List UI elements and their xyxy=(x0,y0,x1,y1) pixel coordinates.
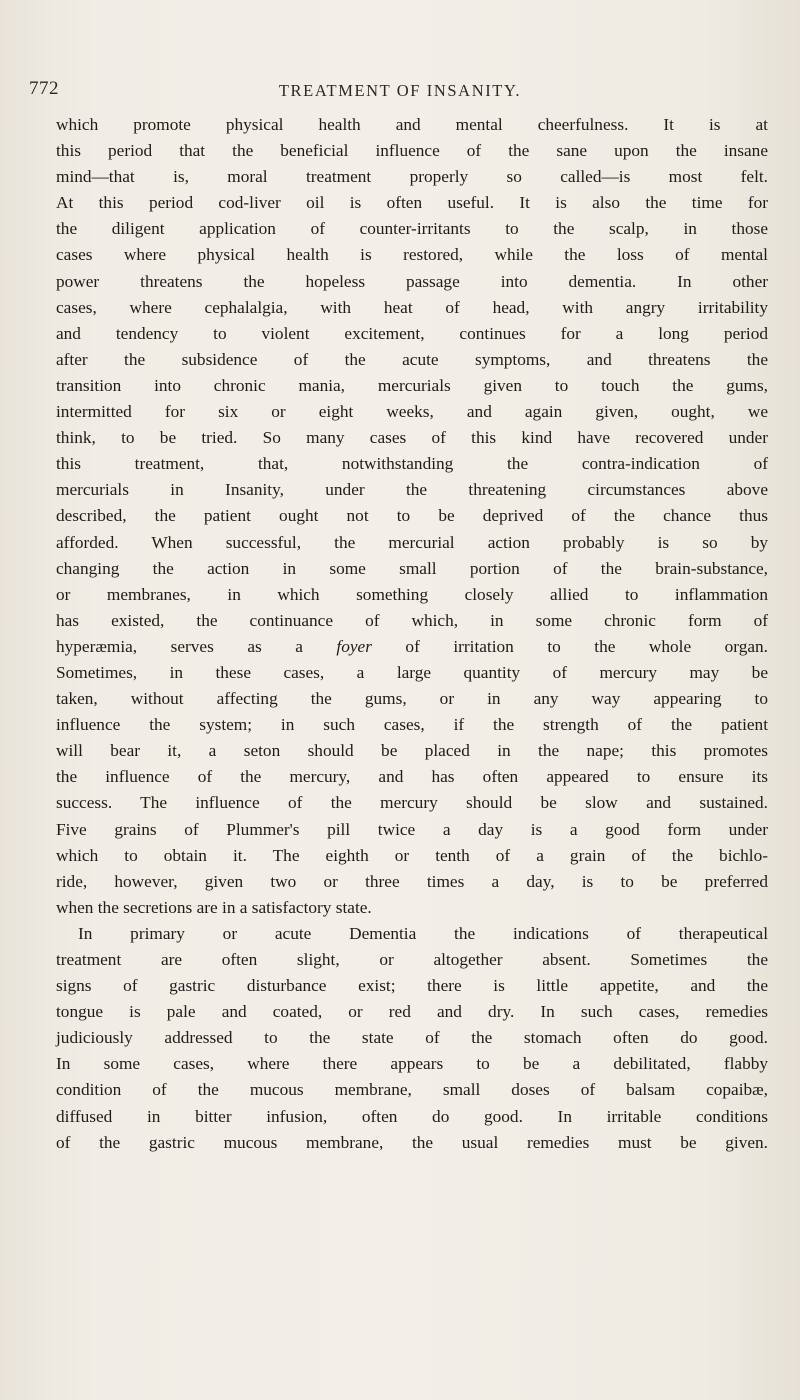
text-line: this period that the beneficial influence of the sane upon the insane xyxy=(56,141,768,161)
text-line: the influence of the mercury, and has often appeared to ensure its xyxy=(56,767,768,787)
text-line: after the subsidence of the acute symptoms, and threatens the xyxy=(56,349,768,369)
text-line: afforded. When successful, the mercurial action probably is so by xyxy=(56,532,768,552)
text-line: condition of the mucous membrane, small doses of balsam copaibæ, xyxy=(56,1080,768,1100)
text-line: which promote physical health and mental cheerfulness. It is at xyxy=(56,115,768,134)
text-line: transition into chronic mania, mercurials given to touch the gums, xyxy=(56,375,768,395)
text-line: when the secretions are in a satisfactory state. xyxy=(56,897,372,917)
text-line: At this period cod-liver oil is often useful. It is also the time for xyxy=(56,193,768,213)
text-line: influence the system; in such cases, if the strength of the patient xyxy=(56,715,768,735)
text-line: power threatens the hopeless passage into dementia. In other xyxy=(56,271,768,291)
italic-word: foyer xyxy=(336,636,372,656)
text-line: this treatment, that, notwithstanding the contra-indication of xyxy=(56,454,768,474)
text-line: think, to be tried. So many cases of this kind have recovered under xyxy=(56,428,768,448)
text-line: intermitted for six or eight weeks, and again given, ought, we xyxy=(56,402,768,422)
text-line: cases, where cephalalgia, with heat of head, with angry irritability xyxy=(56,297,768,317)
text-line: or membranes, in which something closely allied to inflammation xyxy=(56,584,768,604)
text-segment: hyperæmia, serves as a xyxy=(56,636,337,656)
text-line: and tendency to violent excitement, continues for a long period xyxy=(56,323,768,343)
text-line: taken, without affecting the gums, or in any way appearing to xyxy=(56,689,768,709)
text-line: has existed, the continuance of which, in some chronic form of xyxy=(56,610,768,630)
text-line: treatment are often slight, or altogether absent. Sometimes the xyxy=(56,950,768,969)
running-head: TREATMENT OF INSANITY. xyxy=(278,81,522,100)
text-line: In some cases, where there appears to be a debilitated, flabby xyxy=(56,1054,768,1074)
paragraph-start-line: In primary or acute Dementia the indications of therapeutical xyxy=(78,923,768,943)
text-line-with-italic xyxy=(56,634,768,660)
page-number: 772 xyxy=(29,78,59,99)
text-line: tongue is pale and coated, or red and dry. In such cases, remedies xyxy=(56,1002,768,1022)
text-line: ride, however, given two or three times a day, is to be preferred xyxy=(56,871,768,891)
text-segment: of irritation to the whole organ. xyxy=(371,636,768,656)
text-line: cases where physical health is restored, while the loss of mental xyxy=(56,245,768,265)
text-line: diffused in bitter infusion, often do good. In irritable conditions xyxy=(56,1106,768,1126)
text-line: described, the patient ought not to be deprived of the chance thus xyxy=(56,506,768,526)
text-line: which to obtain it. The eighth or tenth of a grain of the bichlo- xyxy=(56,845,768,865)
text-line: success. The influence of the mercury should be slow and sustained. xyxy=(56,793,768,813)
text-line: Five grains of Plummer's pill twice a day is a good form under xyxy=(56,819,768,839)
text-line: mind—that is, moral treatment properly so called—is most felt. xyxy=(56,167,768,187)
text-line: signs of gastric disturbance exist; there is little appetite, and the xyxy=(56,976,768,996)
text-line: of the gastric mucous membrane, the usual remedies must be given. xyxy=(56,1132,768,1152)
text-line: will bear it, a seton should be placed in the nape; this promotes xyxy=(56,741,768,761)
text-line: judiciously addressed to the state of the stomach often do good. xyxy=(56,1028,768,1048)
text-line: Sometimes, in these cases, a large quantity of mercury may be xyxy=(56,662,768,682)
text-line: changing the action in some small portion of the brain-substance, xyxy=(56,558,768,578)
text-line: the diligent application of counter-irritants to the scalp, in those xyxy=(56,219,768,239)
text-line: mercurials in Insanity, under the threatening circumstances above xyxy=(56,480,768,500)
body-text xyxy=(56,112,768,1156)
